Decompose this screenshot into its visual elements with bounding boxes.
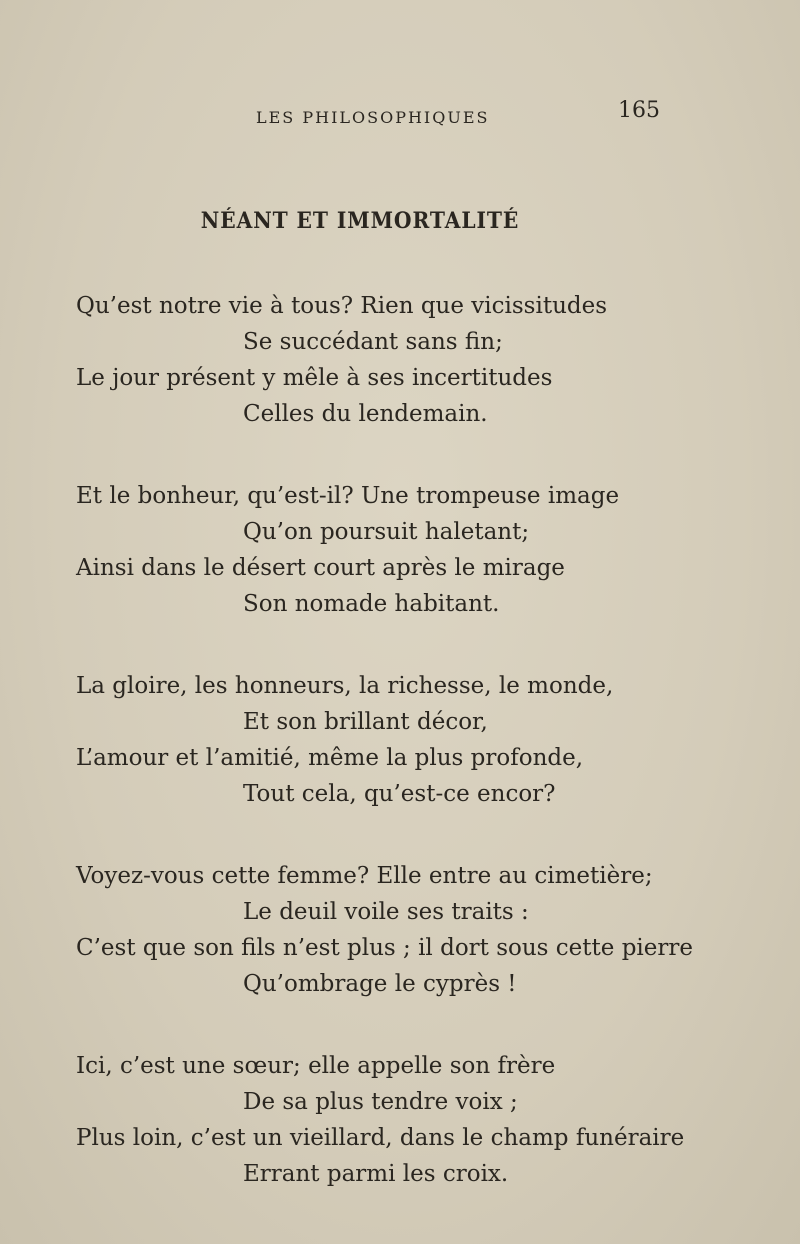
verse-line: Voyez-vous cette femme? Elle entre au cimetière;	[76, 863, 653, 889]
page-number: 165	[618, 98, 660, 123]
verse-line: La gloire, les honneurs, la richesse, le monde,	[76, 673, 614, 699]
verse-line: Tout cela, qu’est-ce encor?	[243, 781, 556, 807]
verse-line: Le jour présent y mêle à ses incertitudes	[76, 365, 553, 391]
verse-line: Plus loin, c’est un vieillard, dans le champ funéraire	[76, 1125, 685, 1151]
stanza-4	[76, 858, 716, 1002]
verse-line: Qu’on poursuit haletant;	[243, 519, 530, 545]
poem-body	[76, 288, 716, 1238]
running-title: LES PHILOSOPHIQUES	[256, 108, 490, 127]
poem-title: NÉANT ET IMMORTALITÉ	[200, 208, 520, 234]
stanza-3	[76, 668, 716, 812]
verse-line: Ainsi dans le désert court après le mirage	[76, 555, 565, 581]
stanza-2	[76, 478, 716, 622]
verse-line: Ici, c’est une sœur; elle appelle son frère	[76, 1053, 556, 1079]
stanza-5	[76, 1048, 716, 1192]
verse-line: Qu’ombrage le cyprès !	[243, 971, 517, 997]
verse-line: Se succédant sans fin;	[243, 329, 503, 355]
verse-line: Et le bonheur, qu’est-il? Une trompeuse image	[76, 483, 620, 509]
verse-line: De sa plus tendre voix ;	[243, 1089, 518, 1115]
verse-line: Le deuil voile ses traits :	[243, 899, 529, 925]
verse-line: C’est que son fils n’est plus ; il dort sous cette pierre	[76, 935, 693, 961]
verse-line: Qu’est notre vie à tous? Rien que vicissitudes	[76, 293, 608, 319]
verse-line: Celles du lendemain.	[243, 401, 488, 427]
verse-line: Errant parmi les croix.	[243, 1161, 509, 1187]
verse-line: L’amour et l’amitié, même la plus profonde,	[76, 745, 584, 771]
stanza-1	[76, 288, 716, 432]
verse-line: Et son brillant décor,	[243, 709, 488, 735]
verse-line: Son nomade habitant.	[243, 591, 500, 617]
